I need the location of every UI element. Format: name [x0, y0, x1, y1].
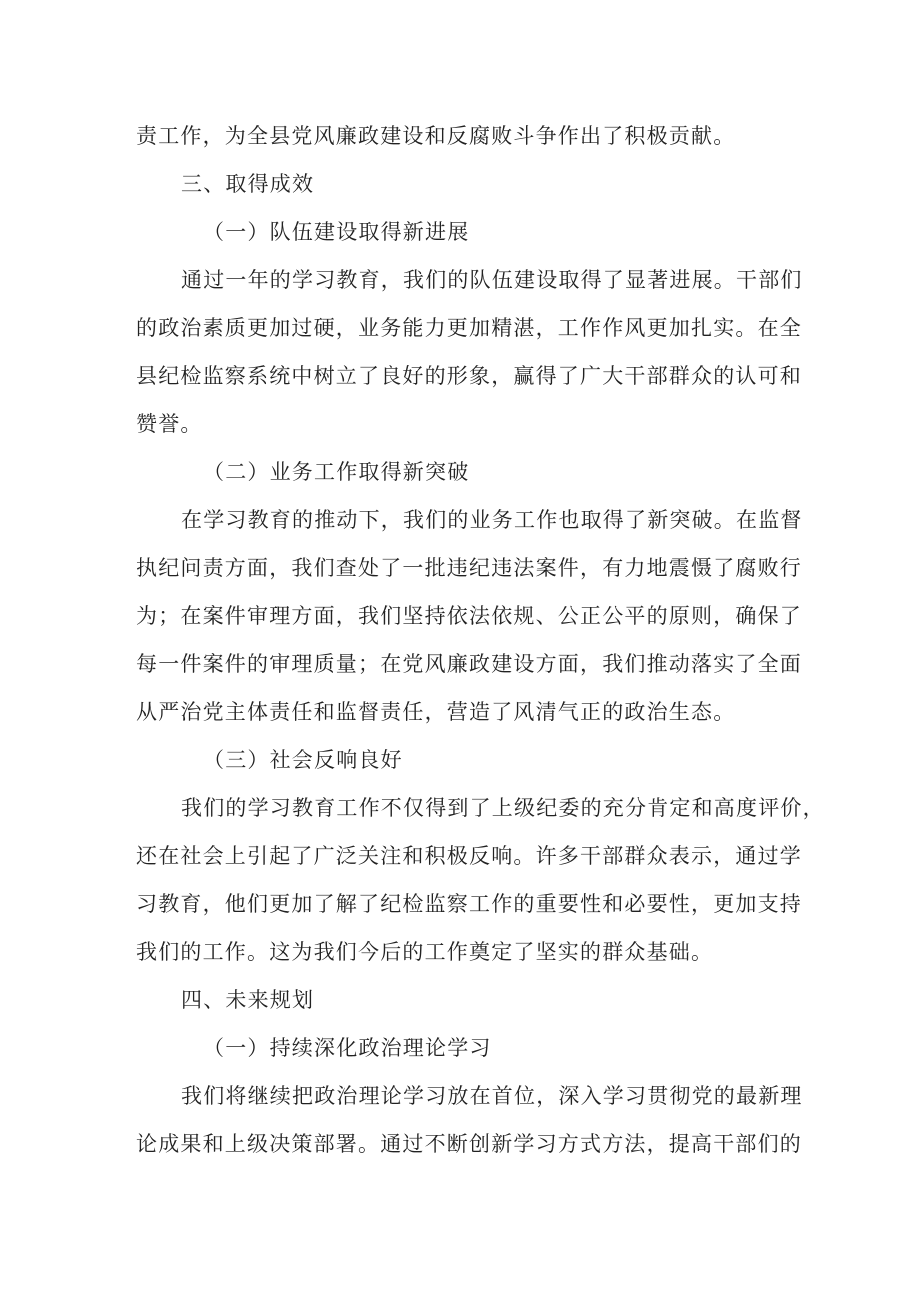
paragraph-line: 每一件案件的审理质量；在党风廉政建设方面，我们推动落实了全面	[136, 652, 802, 676]
subsection-heading: （一）持续深化政治理论学习	[203, 1036, 492, 1060]
subsection-heading: （二）业务工作取得新突破	[203, 460, 470, 484]
paragraph-line: 我们将继续把政治理论学习放在首位，深入学习贯彻党的最新理	[181, 1084, 803, 1108]
paragraph-line: 我们的学习教育工作不仅得到了上级纪委的充分肯定和高度评价，	[181, 796, 825, 820]
paragraph-line: 我们的工作。这为我们今后的工作奠定了坚实的群众基础。	[136, 940, 714, 964]
paragraph-line: 责工作，为全县党风廉政建设和反腐败斗争作出了积极贡献。	[136, 124, 736, 148]
section-heading: 四、未来规划	[181, 988, 315, 1012]
paragraph-line: 还在社会上引起了广泛关注和积极反响。许多干部群众表示，通过学	[136, 844, 802, 868]
paragraph-line: 为；在案件审理方面，我们坚持依法依规、公正公平的原则，确保了	[136, 604, 802, 628]
paragraph-line: 县纪检监察系统中树立了良好的形象，赢得了广大干部群众的认可和	[136, 364, 802, 388]
paragraph-line: 赞誉。	[136, 412, 203, 436]
paragraph-line: 论成果和上级决策部署。通过不断创新学习方式方法，提高干部们的	[136, 1132, 802, 1156]
paragraph-line: 通过一年的学习教育，我们的队伍建设取得了显著进展。干部们	[181, 268, 803, 292]
paragraph-line: 执纪问责方面，我们查处了一批违纪违法案件，有力地震慑了腐败行	[136, 556, 802, 580]
paragraph-line: 在学习教育的推动下，我们的业务工作也取得了新突破。在监督	[181, 508, 803, 532]
section-heading: 三、取得成效	[181, 172, 315, 196]
subsection-heading: （一）队伍建设取得新进展	[203, 220, 470, 244]
paragraph-line: 从严治党主体责任和监督责任，营造了风清气正的政治生态。	[136, 700, 736, 724]
paragraph-line: 的政治素质更加过硬，业务能力更加精湛，工作作风更加扎实。在全	[136, 316, 802, 340]
paragraph-line: 习教育，他们更加了解了纪检监察工作的重要性和必要性，更加支持	[136, 892, 802, 916]
subsection-heading: （三）社会反响良好	[203, 748, 403, 772]
